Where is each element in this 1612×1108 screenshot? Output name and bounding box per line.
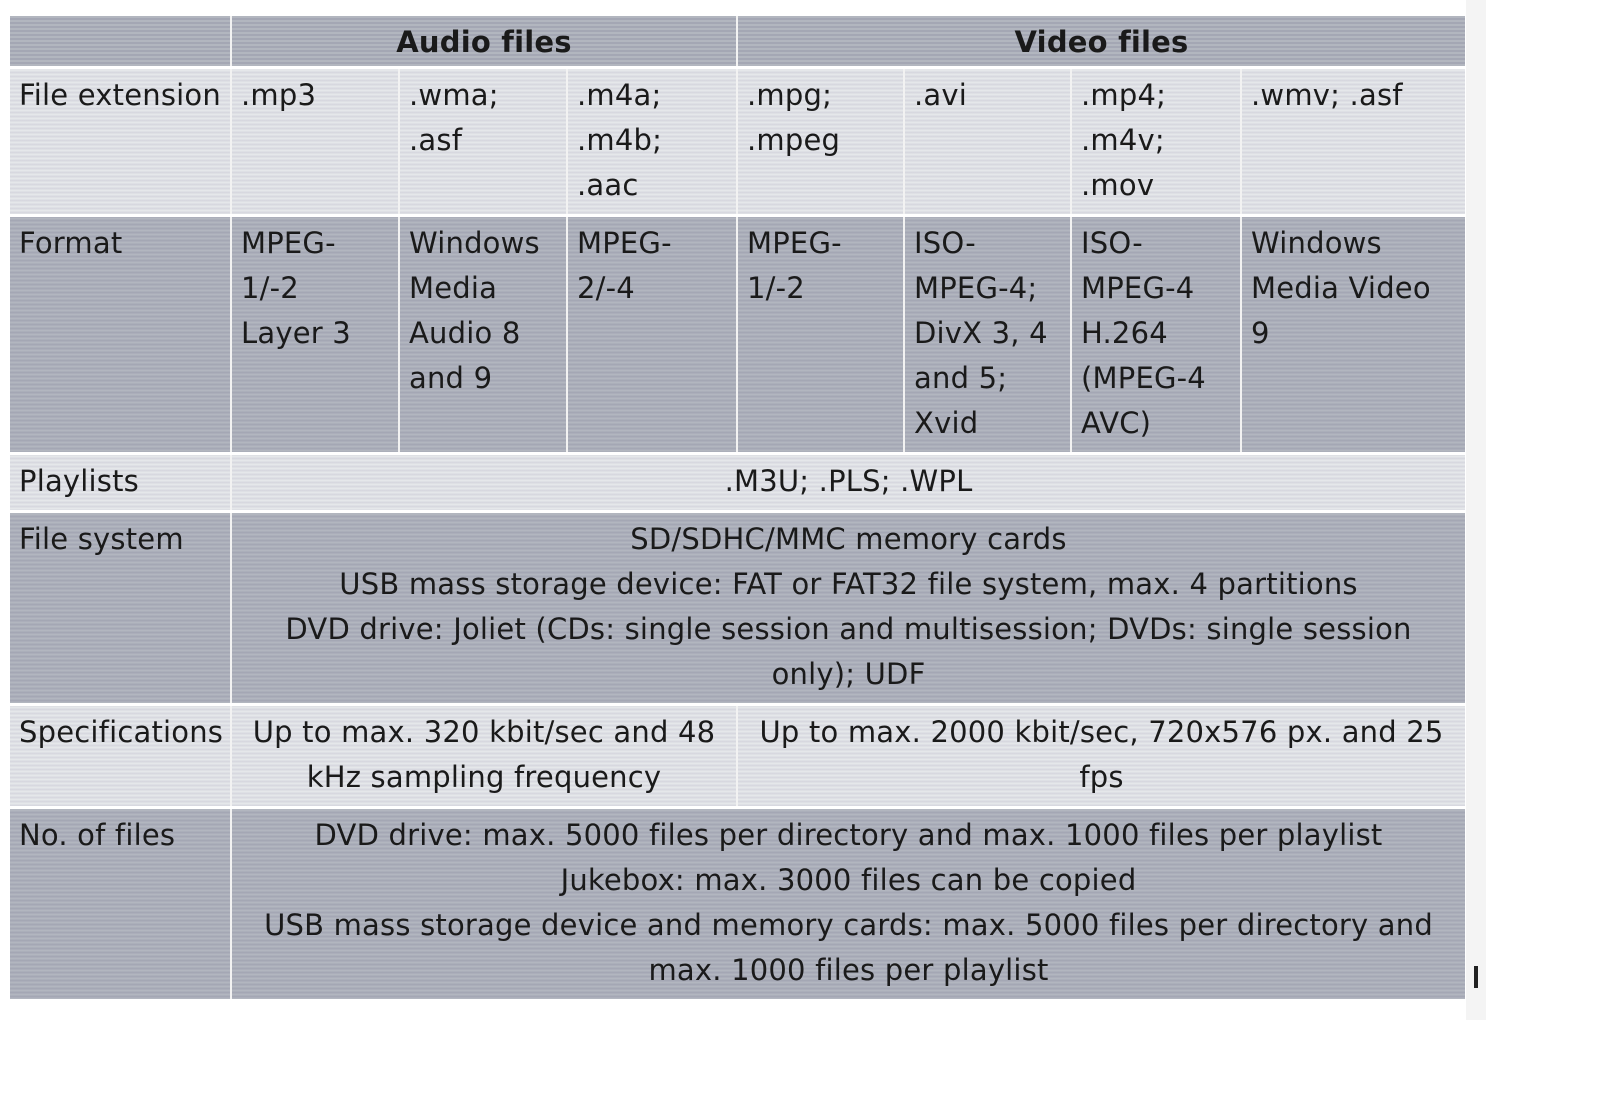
specifications-row [10,705,1465,808]
playlists-row [10,454,1465,512]
cell-mp4: .mp4; .m4v; .mov [1071,68,1241,216]
no-of-files-line: Jukebox: max. 3000 files can be copied [560,863,1137,897]
cell-spec-video: Up to max. 2000 kbit/sec, 720x576 px. and 25 fps [737,705,1465,808]
cell-mpg: .mpg; .mpeg [737,68,904,216]
no-of-files-line: USB mass storage device and memory cards: max. 5000 files per directory and max. 1000 files per playlist [264,908,1433,987]
row-label: File system [10,512,231,705]
no-of-files-row [10,808,1465,1001]
cell-playlists: .M3U; .PLS; .WPL [231,454,1465,512]
media-formats-table [10,16,1465,1002]
cell-format-mpg: MPEG-1/-2 [737,216,904,454]
cell-no-of-files [231,808,1465,1001]
header-corner [10,16,231,68]
file-extension-row [10,68,1465,216]
file-system-row [10,512,1465,705]
header-audio-files: Audio files [231,16,737,68]
header-row [10,16,1465,68]
file-system-line: SD/SDHC/MMC memory cards [630,522,1067,556]
cell-spec-audio: Up to max. 320 kbit/sec and 48 kHz sampling frequency [231,705,737,808]
cell-format-wmv: Windows Media Video 9 [1241,216,1465,454]
no-of-files-line: DVD drive: max. 5000 files per directory and max. 1000 files per playlist [314,818,1383,852]
file-system-line: USB mass storage device: FAT or FAT32 file system, max. 4 partitions [339,567,1358,601]
cell-mp3: .mp3 [231,68,399,216]
row-label: No. of files [10,808,231,1001]
cell-format-avi: ISO-MPEG-4; DivX 3, 4 and 5; Xvid [904,216,1071,454]
cell-avi: .avi [904,68,1071,216]
format-row [10,216,1465,454]
file-system-line: DVD drive: Joliet (CDs: single session and multisession; DVDs: single session only); UDF [285,612,1412,691]
row-label: Specifications [10,705,231,808]
cell-wma: .wma; .asf [399,68,567,216]
cell-file-system [231,512,1465,705]
cell-format-m4a: MPEG-2/-4 [567,216,737,454]
cell-wmv: .wmv; .asf [1241,68,1465,216]
cell-format-wma: Windows Media Audio 8 and 9 [399,216,567,454]
cell-format-mp4: ISO-MPEG-4 H.264 (MPEG-4 AVC) [1071,216,1241,454]
cell-format-mp3: MPEG-1/-2 Layer 3 [231,216,399,454]
header-video-files: Video files [737,16,1465,68]
cell-m4a: .m4a; .m4b; .aac [567,68,737,216]
edge-mark [1474,966,1478,988]
row-label: Format [10,216,231,454]
row-label: File extension [10,68,231,216]
row-label: Playlists [10,454,231,512]
page-edge [1466,0,1486,1020]
